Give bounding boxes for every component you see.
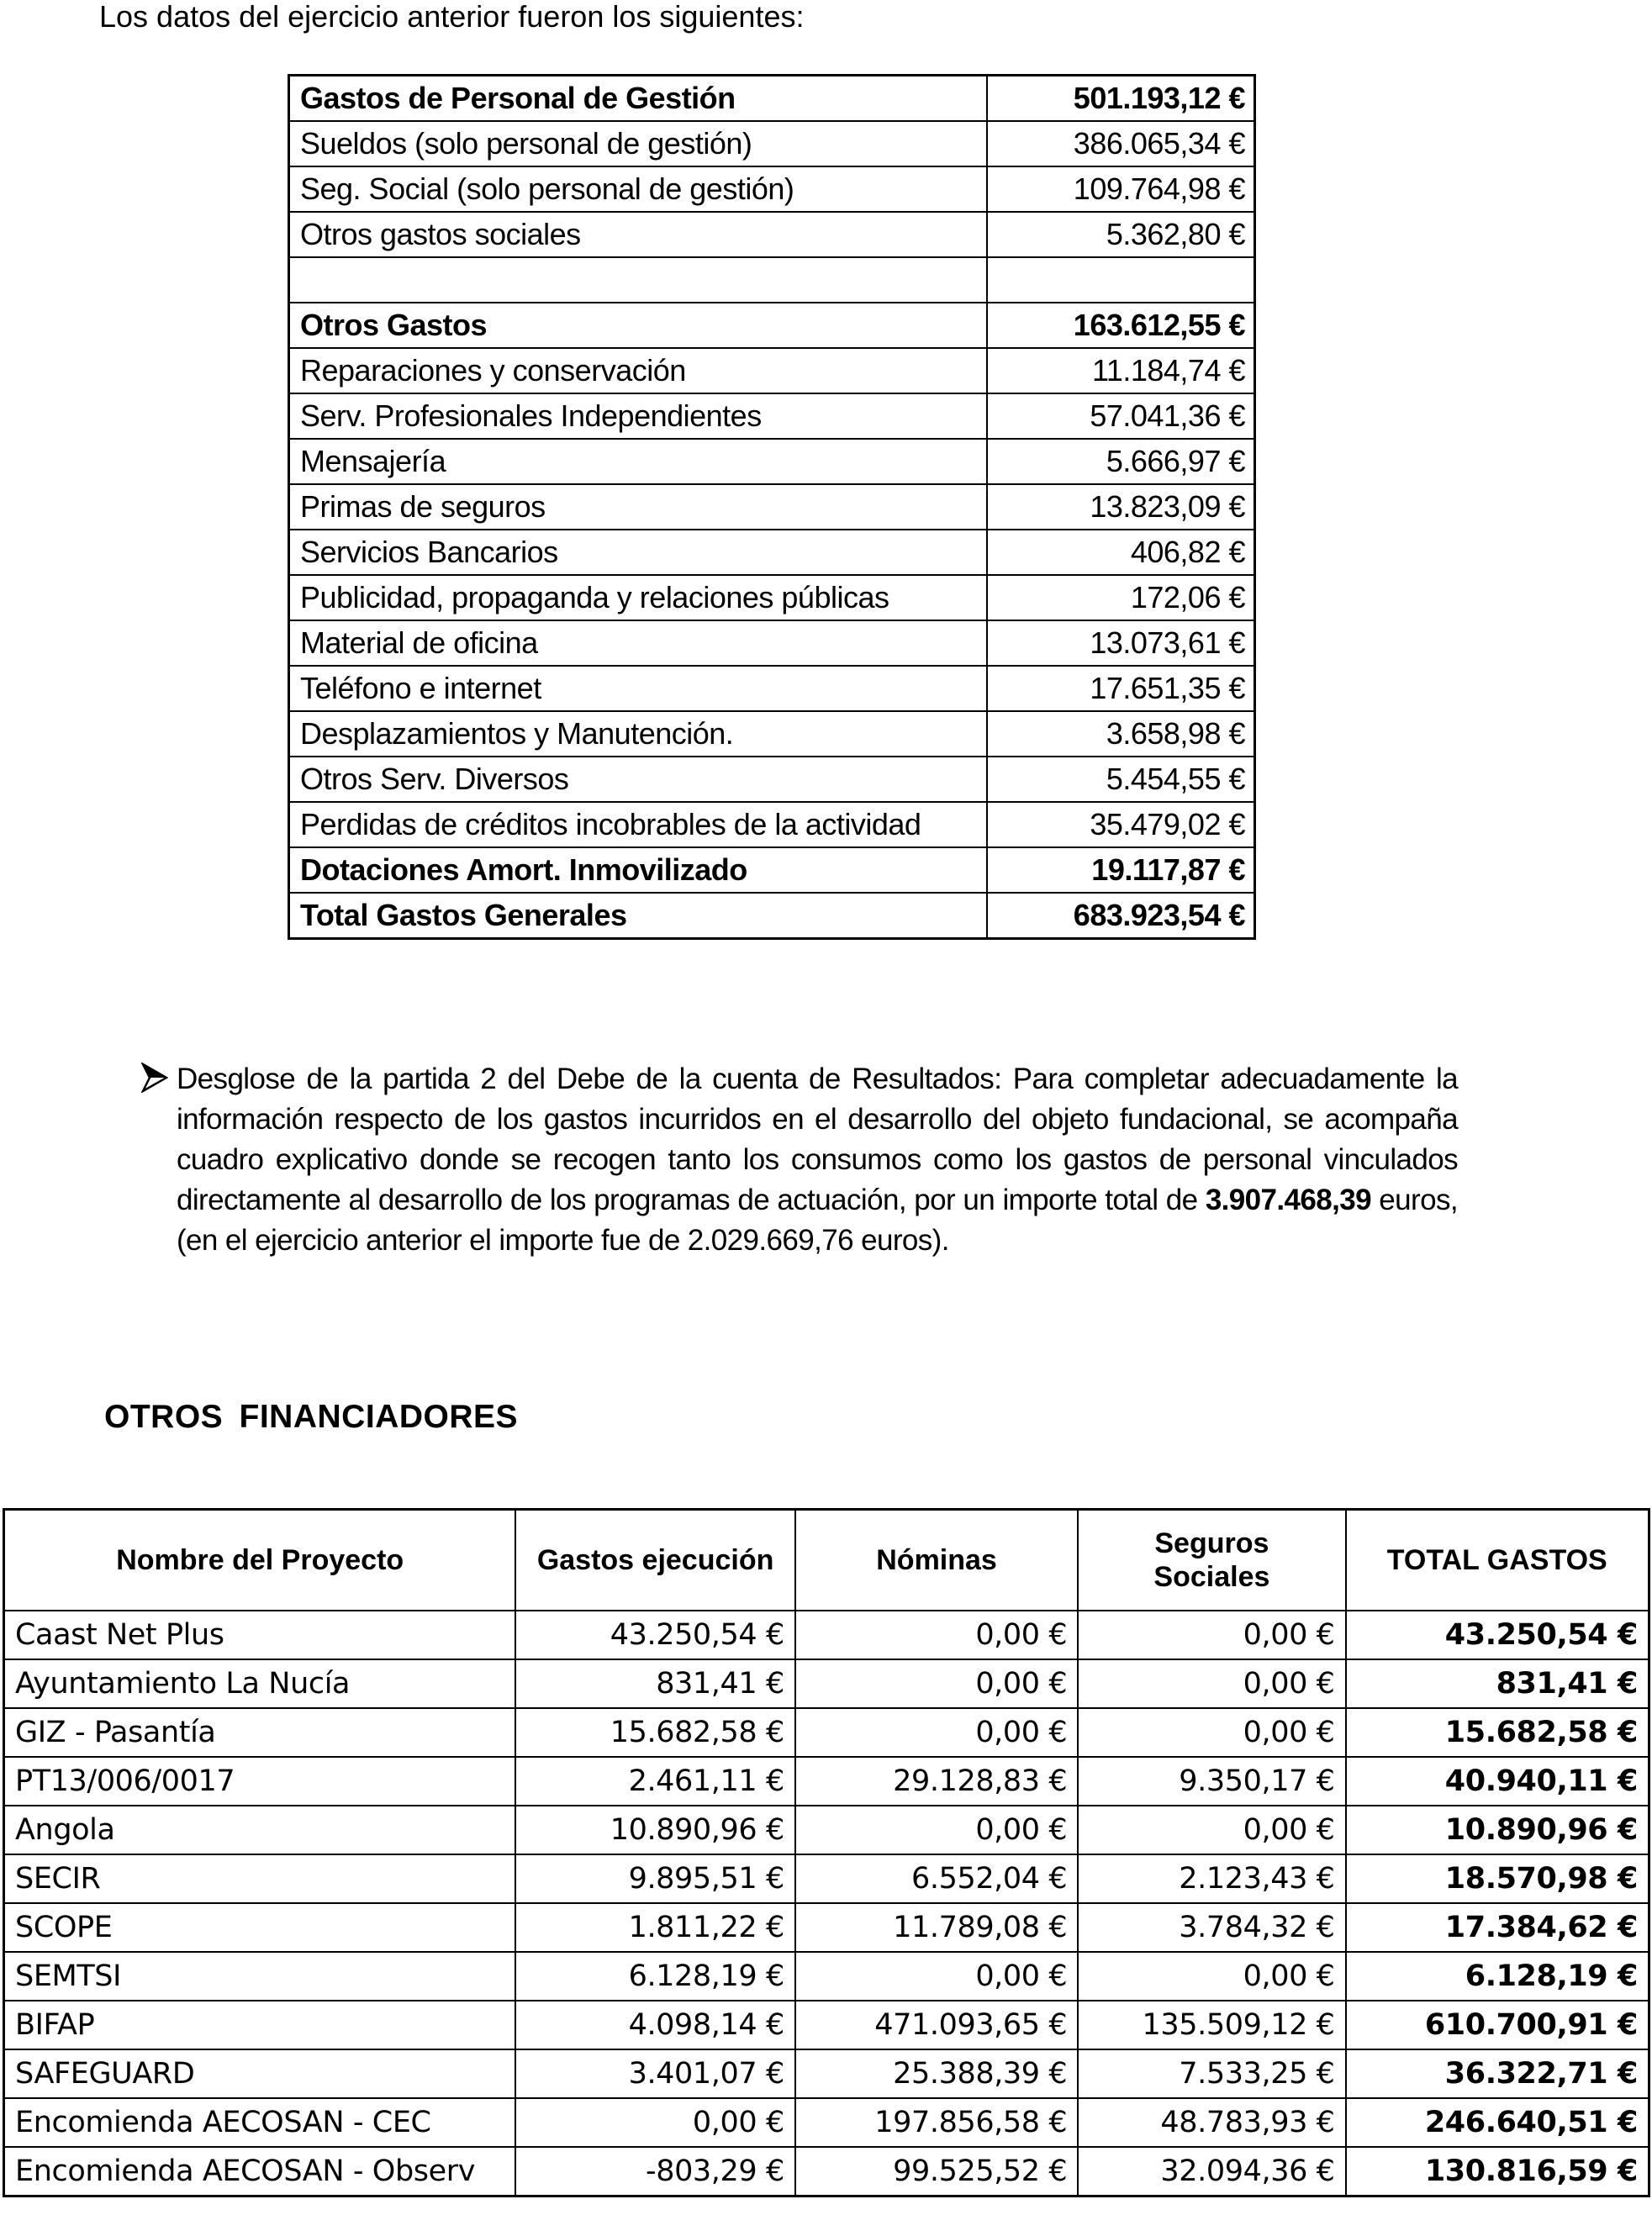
table-row [4,1611,1649,1659]
bullet-amount: 3.907.468,39 [1205,1184,1371,1216]
total-gastos-cell: 130.816,59 € [1346,2147,1649,2197]
gastos-row [289,484,1255,530]
gastos-row-label: Serv. Profesionales Independientes [289,393,987,439]
seguros-sociales-cell: 2.123,43 € [1078,1854,1345,1903]
otros-financiadores-table [3,1508,1650,2197]
intro-text: Los datos del ejercicio anterior fueron los siguientes: [99,0,805,34]
nominas-cell: 471.093,65 € [795,2001,1078,2049]
table-row [4,2001,1649,2049]
gastos-row-label: Otros gastos sociales [289,212,987,257]
total-gastos-cell: 40.940,11 € [1346,1757,1649,1806]
project-name-cell: PT13/006/0017 [4,1757,516,1806]
header-nominas: Nóminas [795,1510,1078,1611]
total-gastos-cell: 43.250,54 € [1346,1611,1649,1659]
header-row [4,1510,1649,1611]
gastos-row [289,620,1255,666]
header-gastos-ejecucion: Gastos ejecución [515,1510,795,1611]
bullet-text-after: euros, (en el ejercicio anterior el importe fue de 2.029.669,76 euros). [177,1184,1458,1257]
total-gastos-cell: 17.384,62 € [1346,1903,1649,1952]
gastos-row-label: Perdidas de créditos incobrables de la actividad [289,802,987,847]
nominas-cell: 25.388,39 € [795,2049,1078,2098]
gastos-row-label: Teléfono e internet [289,666,987,711]
seguros-sociales-cell: 32.094,36 € [1078,2147,1345,2197]
total-gastos-cell: 10.890,96 € [1346,1806,1649,1854]
gastos-row [289,348,1255,393]
total-gastos-cell: 18.570,98 € [1346,1854,1649,1903]
project-name-cell: GIZ - Pasantía [4,1708,516,1757]
gastos-table-body [289,76,1255,939]
total-gastos-cell: 6.128,19 € [1346,1952,1649,2001]
header-total-gastos: TOTAL GASTOS [1346,1510,1649,1611]
project-name-cell: Encomienda AECOSAN - CEC [4,2098,516,2147]
gastos-row-value: 5.454,55 € [987,757,1255,802]
gastos-row-value: 109.764,98 € [987,166,1255,212]
seguros-sociales-cell: 135.509,12 € [1078,2001,1345,2049]
project-name-cell: Encomienda AECOSAN - Observ [4,2147,516,2197]
gastos-row-value: 5.666,97 € [987,439,1255,484]
gastos-generales-table [288,74,1256,940]
gastos-row [289,757,1255,802]
gastos-row-value: 19.117,87 € [987,847,1255,893]
table-row [4,2049,1649,2098]
financiadores-table-header [4,1510,1649,1611]
gastos-row-label: Otros Gastos [289,303,987,348]
gastos-row [289,121,1255,166]
gastos-row [289,76,1255,122]
total-gastos-cell: 36.322,71 € [1346,2049,1649,2098]
header-seguros-line2: Sociales [1153,1561,1270,1593]
gastos-ejecucion-cell: 9.895,51 € [515,1854,795,1903]
project-name-cell: SAFEGUARD [4,2049,516,2098]
gastos-ejecucion-cell: 10.890,96 € [515,1806,795,1854]
gastos-row-label: Material de oficina [289,620,987,666]
table-row [4,1903,1649,1952]
gastos-row-label: Servicios Bancarios [289,530,987,575]
table-row [4,1659,1649,1708]
project-name-cell: SEMTSI [4,1952,516,2001]
section-heading: OTROS FINANCIADORES [104,1399,519,1435]
gastos-ejecucion-cell: 831,41 € [515,1659,795,1708]
bullet-text [141,1059,1458,1261]
total-gastos-cell: 15.682,58 € [1346,1708,1649,1757]
gastos-row [289,393,1255,439]
table-row [4,2147,1649,2197]
gastos-row-label: Desplazamientos y Manutención. [289,711,987,757]
gastos-row-value: 35.479,02 € [987,802,1255,847]
table-row [4,1854,1649,1903]
nominas-cell: 99.525,52 € [795,2147,1078,2197]
project-name-cell: Caast Net Plus [4,1611,516,1659]
gastos-row-label: Otros Serv. Diversos [289,757,987,802]
gastos-row-value: 163.612,55 € [987,303,1255,348]
gastos-row-value: 57.041,36 € [987,393,1255,439]
total-gastos-cell: 610.700,91 € [1346,2001,1649,2049]
gastos-row-value [987,257,1255,303]
gastos-row [289,666,1255,711]
gastos-ejecucion-cell: 0,00 € [515,2098,795,2147]
nominas-cell: 0,00 € [795,1952,1078,2001]
total-gastos-cell: 831,41 € [1346,1659,1649,1708]
table-row [4,1757,1649,1806]
gastos-row-label: Seg. Social (solo personal de gestión) [289,166,987,212]
nominas-cell: 0,00 € [795,1708,1078,1757]
gastos-row-label: Sueldos (solo personal de gestión) [289,121,987,166]
gastos-row-value: 172,06 € [987,575,1255,620]
seguros-sociales-cell: 0,00 € [1078,1806,1345,1854]
seguros-sociales-cell: 9.350,17 € [1078,1757,1345,1806]
gastos-row [289,257,1255,303]
gastos-row-label: Publicidad, propaganda y relaciones públicas [289,575,987,620]
gastos-row [289,893,1255,939]
gastos-ejecucion-cell: 4.098,14 € [515,2001,795,2049]
project-name-cell: SECIR [4,1854,516,1903]
gastos-row-label: Total Gastos Generales [289,893,987,939]
nominas-cell: 6.552,04 € [795,1854,1078,1903]
gastos-row [289,439,1255,484]
nominas-cell: 0,00 € [795,1806,1078,1854]
gastos-row-label: Mensajería [289,439,987,484]
project-name-cell: BIFAP [4,2001,516,2049]
gastos-row-value: 3.658,98 € [987,711,1255,757]
nominas-cell: 11.789,08 € [795,1903,1078,1952]
table-row [4,2098,1649,2147]
nominas-cell: 29.128,83 € [795,1757,1078,1806]
header-seguros-sociales [1078,1510,1345,1611]
table-row [4,1708,1649,1757]
gastos-row-value: 683.923,54 € [987,893,1255,939]
seguros-sociales-cell: 0,00 € [1078,1708,1345,1757]
gastos-ejecucion-cell: 1.811,22 € [515,1903,795,1952]
gastos-row-label: Gastos de Personal de Gestión [289,76,987,122]
header-nombre-proyecto: Nombre del Proyecto [4,1510,516,1611]
table-row [4,1806,1649,1854]
seguros-sociales-cell: 3.784,32 € [1078,1903,1345,1952]
financiadores-table-body [4,1611,1649,2197]
gastos-row [289,303,1255,348]
gastos-ejecucion-cell: 43.250,54 € [515,1611,795,1659]
nominas-cell: 197.856,58 € [795,2098,1078,2147]
gastos-row [289,212,1255,257]
gastos-ejecucion-cell: 2.461,11 € [515,1757,795,1806]
gastos-row [289,711,1255,757]
gastos-row-label [289,257,987,303]
gastos-row-value: 5.362,80 € [987,212,1255,257]
gastos-row [289,575,1255,620]
gastos-row-value: 501.193,12 € [987,76,1255,122]
gastos-row [289,847,1255,893]
gastos-row-label: Reparaciones y conservación [289,348,987,393]
nominas-cell: 0,00 € [795,1659,1078,1708]
gastos-row-label: Dotaciones Amort. Inmovilizado [289,847,987,893]
header-seguros-line1: Seguros [1154,1527,1269,1559]
project-name-cell: Ayuntamiento La Nucía [4,1659,516,1708]
gastos-row-label: Primas de seguros [289,484,987,530]
seguros-sociales-cell: 7.533,25 € [1078,2049,1345,2098]
gastos-row-value: 17.651,35 € [987,666,1255,711]
seguros-sociales-cell: 0,00 € [1078,1659,1345,1708]
project-name-cell: SCOPE [4,1903,516,1952]
seguros-sociales-cell: 48.783,93 € [1078,2098,1345,2147]
gastos-row-value: 13.823,09 € [987,484,1255,530]
gastos-row [289,166,1255,212]
bullet-text-before: Desglose de la partida 2 del Debe de la cuenta de Resultados: Para completar adecuadamente la información respecto de los gastos incurridos en el desarrollo del objeto fundacional, se acompaña cuadro explicativo donde se recogen tanto los consumos como los gastos de personal vinculados directamente al desarrollo de los programas de actuación, por un importe total de [177,1063,1458,1216]
gastos-row [289,802,1255,847]
gastos-row-value: 13.073,61 € [987,620,1255,666]
gastos-ejecucion-cell: -803,29 € [515,2147,795,2197]
gastos-row-value: 11.184,74 € [987,348,1255,393]
total-gastos-cell: 246.640,51 € [1346,2098,1649,2147]
seguros-sociales-cell: 0,00 € [1078,1611,1345,1659]
gastos-ejecucion-cell: 3.401,07 € [515,2049,795,2098]
project-name-cell: Angola [4,1806,516,1854]
nominas-cell: 0,00 € [795,1611,1078,1659]
gastos-row-value: 386.065,34 € [987,121,1255,166]
table-row [4,1952,1649,2001]
seguros-sociales-cell: 0,00 € [1078,1952,1345,2001]
gastos-row [289,530,1255,575]
gastos-row-value: 406,82 € [987,530,1255,575]
gastos-ejecucion-cell: 15.682,58 € [515,1708,795,1757]
gastos-ejecucion-cell: 6.128,19 € [515,1952,795,2001]
